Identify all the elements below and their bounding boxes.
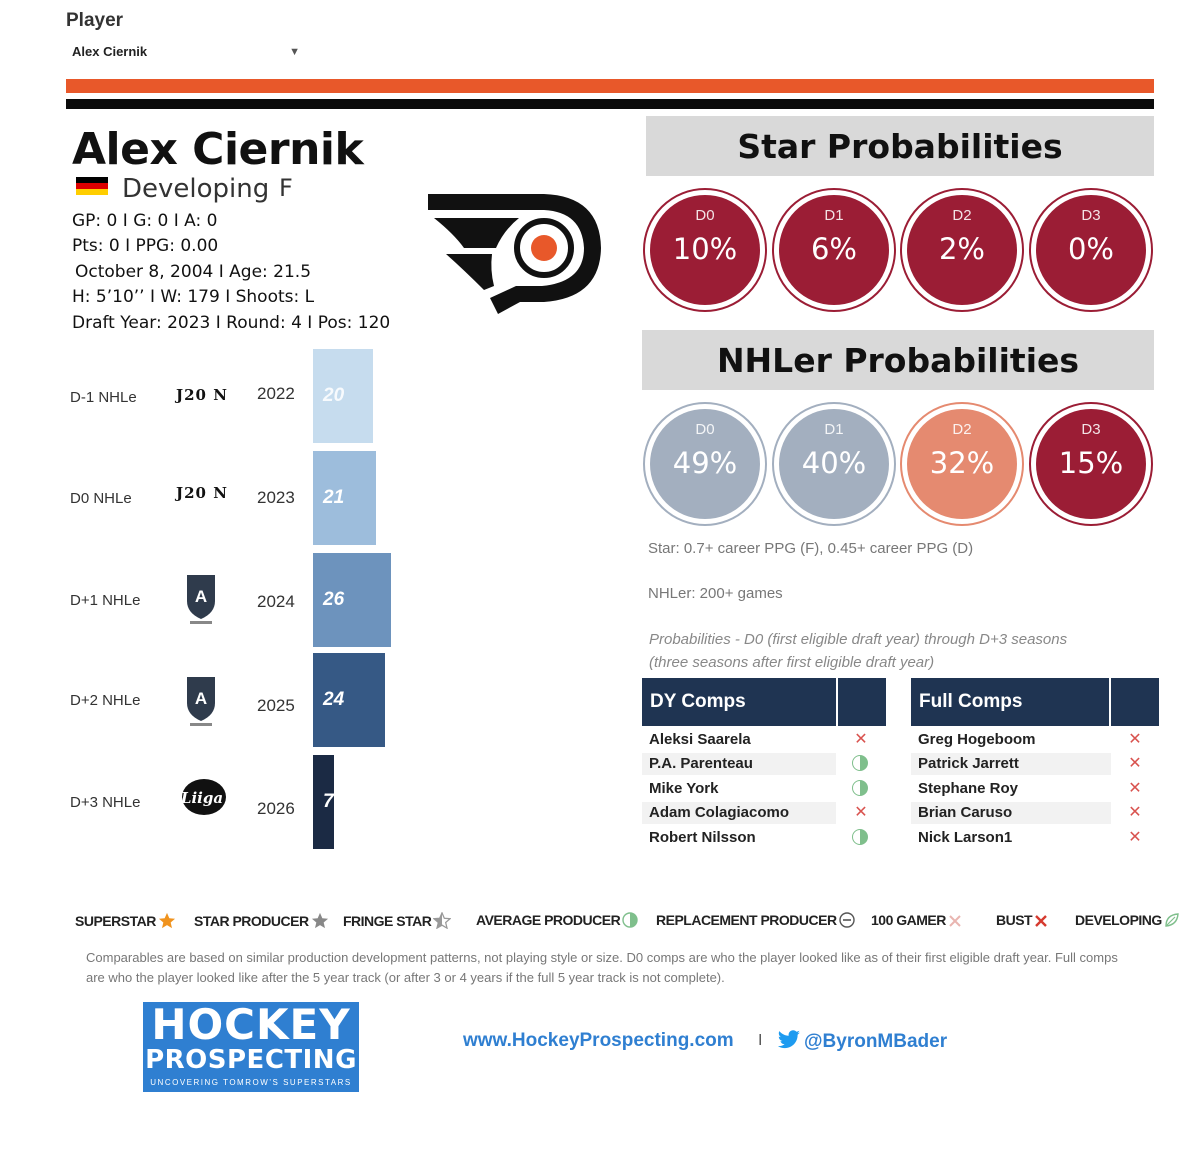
year-d3: 2026	[257, 799, 295, 818]
player-dropdown-value: Alex Ciernik	[72, 44, 148, 59]
points-line: Pts: 0 I PPG: 0.00	[72, 236, 219, 256]
probability-fill	[1036, 409, 1146, 519]
player-filter-label: Player	[66, 10, 124, 31]
half-circle-icon	[622, 912, 638, 931]
svg-text:Liiga: Liiga	[180, 789, 224, 807]
bust-x-icon: ✕	[854, 804, 868, 821]
legend-item	[996, 912, 1048, 931]
comp-row: Robert Nilsson	[649, 829, 756, 846]
star-half-icon	[433, 912, 451, 932]
probability-season: D1	[824, 421, 844, 438]
svg-text:A: A	[194, 689, 208, 708]
year-d-1: 2022	[257, 384, 295, 403]
nhle-bar-label: 24	[323, 689, 345, 710]
probability-definition-line1: Probabilities - D0 (first eligible draft year) through D+3 seasons	[649, 631, 1068, 648]
probability-fill	[779, 409, 889, 519]
probability-season: D2	[952, 207, 972, 224]
nhler-probability-d3	[1029, 402, 1153, 526]
year-d1: 2024	[257, 592, 295, 611]
twitter-bird-icon	[777, 1030, 801, 1050]
player-status: Developing	[122, 174, 270, 204]
black-divider	[66, 99, 1154, 109]
probability-fill	[907, 409, 1017, 519]
chevron-down-icon[interactable]: ▼	[289, 46, 300, 58]
legend-item	[343, 912, 451, 932]
comp-row: P.A. Parenteau	[642, 753, 836, 775]
probability-season: D2	[952, 421, 972, 438]
comp-row: Aleksi Saarela	[649, 731, 751, 748]
row-label-d0: D0 NHLe	[70, 490, 132, 507]
liiga-logo-icon	[174, 777, 228, 821]
bust-x-icon: ✕	[1128, 780, 1142, 797]
stats-line: GP: 0 I G: 0 I A: 0	[72, 211, 218, 231]
probability-value: 32%	[929, 446, 995, 480]
minus-circle-icon	[839, 912, 855, 931]
league-j20-logo: J20 N	[176, 484, 228, 502]
legend-label: FRINGE STAR	[343, 913, 432, 929]
comp-row: Brian Caruso	[911, 802, 1111, 824]
year-d2: 2025	[257, 696, 295, 715]
comp-row: Nick Larson1	[918, 829, 1013, 846]
germany-flag-icon	[76, 177, 108, 195]
nhler-probability-d0	[643, 402, 767, 526]
comp-row: Greg Hogeboom	[918, 731, 1036, 748]
row-label-d3: D+3 NHLe	[70, 794, 141, 811]
probability-value: 15%	[1058, 446, 1124, 480]
brand-logo-line1: HOCKEY	[151, 1000, 351, 1049]
legend-item	[871, 912, 962, 931]
average-producer-icon	[852, 755, 868, 771]
probability-fill	[1036, 195, 1146, 305]
legend-label: SUPERSTAR	[75, 913, 156, 929]
average-producer-icon	[852, 829, 868, 845]
probability-value: 2%	[938, 232, 985, 266]
probability-fill	[779, 195, 889, 305]
star-probability-d0	[643, 188, 767, 312]
legend-item	[476, 912, 638, 931]
star-filled-orange-icon	[158, 912, 176, 932]
bust-x-icon: ✕	[1128, 731, 1142, 748]
probability-definition-line2: (three seasons after first eligible draft year)	[649, 654, 935, 671]
comp-row: Mike York	[649, 780, 719, 797]
star-filled-gray-icon	[311, 912, 329, 932]
row-label-d1: D+1 NHLe	[70, 592, 141, 609]
comp-row: Stephane Roy	[918, 780, 1019, 797]
legend-item	[194, 912, 329, 932]
legend-label: 100 GAMER	[871, 912, 946, 928]
probability-value: 49%	[672, 446, 738, 480]
star-probability-d2	[900, 188, 1024, 312]
website-link[interactable]: www.HockeyProspecting.com	[463, 1030, 734, 1051]
star-probabilities-title: Star Probabilities	[646, 116, 1154, 176]
full-comps-header-outcome	[1109, 678, 1159, 726]
full-comps-header: Full Comps	[911, 678, 1111, 726]
comp-row: Patrick Jarrett	[911, 753, 1111, 775]
legend-label: DEVELOPING	[1075, 912, 1162, 928]
probability-season: D0	[695, 207, 715, 224]
twitter-link[interactable]	[777, 1030, 947, 1053]
hockeyallsvenskan-logo-icon	[183, 673, 219, 727]
comp-row: Adam Colagiacomo	[642, 802, 836, 824]
row-label-d-1: D-1 NHLe	[70, 389, 137, 406]
birth-line: October 8, 2004 I Age: 21.5	[75, 262, 312, 282]
player-position: F	[279, 174, 293, 202]
bust-x-icon: ✕	[1128, 829, 1142, 846]
probability-season: D0	[695, 421, 715, 438]
star-probability-d3	[1029, 188, 1153, 312]
probability-definition	[649, 628, 1149, 674]
twitter-handle: @ByronMBader	[804, 1031, 948, 1052]
legend-label: STAR PRODUCER	[194, 913, 309, 929]
star-probability-d1	[772, 188, 896, 312]
nhle-bar-label: 26	[323, 589, 345, 610]
probability-fill	[650, 409, 760, 519]
flyers-logo-icon	[424, 190, 604, 315]
probability-value: 10%	[672, 232, 738, 266]
legend-item	[75, 912, 176, 932]
hockey-prospecting-logo	[143, 1002, 359, 1092]
legend-label: REPLACEMENT PRODUCER	[656, 912, 837, 928]
nhler-probability-d1	[772, 402, 896, 526]
dy-comps-header: DY Comps	[642, 678, 838, 726]
legend-label: BUST	[996, 912, 1033, 928]
physical-line: H: 5’10’’ I W: 179 I Shoots: L	[72, 287, 315, 307]
bust-x-icon: ✕	[1128, 804, 1142, 821]
leaf-icon	[1164, 912, 1180, 931]
x-light-icon	[948, 914, 962, 931]
dy-comps-header-outcome	[836, 678, 886, 726]
nhler-probabilities-title: NHLer Probabilities	[642, 330, 1154, 390]
x-red-icon	[1034, 914, 1048, 931]
bust-x-icon: ✕	[1128, 755, 1142, 772]
draft-line: Draft Year: 2023 I Round: 4 I Pos: 120	[72, 313, 391, 333]
probability-season: D3	[1081, 421, 1101, 438]
legend-label: AVERAGE PRODUCER	[476, 912, 621, 928]
footer-separator: I	[758, 1032, 763, 1049]
year-d0: 2023	[257, 488, 295, 507]
comparables-footnote: Comparables are based on similar production development patterns, not playing style or size. D0 comps are who the player looked like as of their first eligible draft year. Full comps are who the player looked like after the 5 year track (or after 3 or 4 years if the full 5 year track is not complete).	[86, 950, 1118, 985]
probability-value: 0%	[1067, 232, 1114, 266]
league-j20-logo: J20 N	[176, 386, 228, 404]
brand-logo-line2: PROSPECTING	[145, 1045, 357, 1075]
nhle-bar-label: 21	[323, 487, 345, 508]
probability-value: 6%	[810, 232, 857, 266]
nhle-bar-label: 20	[323, 385, 345, 406]
svg-text:A: A	[194, 587, 208, 606]
row-label-d2: D+2 NHLe	[70, 692, 141, 709]
star-definition: Star: 0.7+ career PPG (F), 0.45+ career PPG (D)	[648, 540, 974, 557]
hockeyallsvenskan-logo-icon	[183, 571, 219, 625]
brand-tagline: UNCOVERING TOMROW’S SUPERSTARS	[150, 1078, 352, 1087]
bust-x-icon: ✕	[854, 731, 868, 748]
probability-fill	[907, 195, 1017, 305]
probability-fill	[650, 195, 760, 305]
probability-season: D3	[1081, 207, 1101, 224]
nhler-probability-d2	[900, 402, 1024, 526]
legend-item	[656, 912, 855, 931]
nhler-definition: NHLer: 200+ games	[648, 585, 783, 602]
probability-season: D1	[824, 207, 844, 224]
probability-value: 40%	[801, 446, 867, 480]
average-producer-icon	[852, 780, 868, 796]
player-name: Alex Ciernik	[72, 124, 364, 175]
nhle-bar-label: 7	[323, 791, 334, 812]
orange-divider	[66, 79, 1154, 93]
player-dropdown[interactable]	[66, 40, 306, 64]
legend-item	[1075, 912, 1180, 931]
